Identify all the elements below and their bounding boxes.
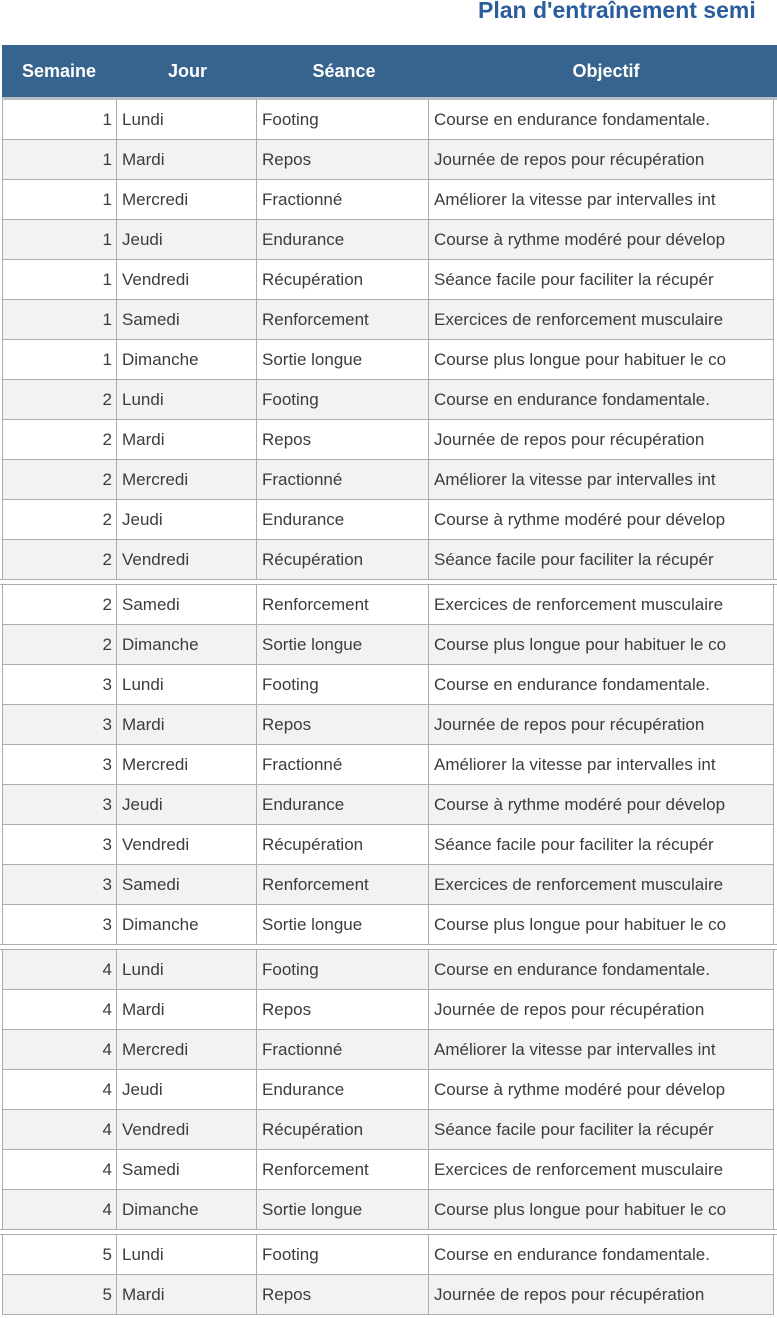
- week-cell: 3: [3, 825, 117, 864]
- day-cell: Lundi: [117, 380, 257, 419]
- session-cell: Renforcement: [257, 865, 429, 904]
- table-row: [2, 260, 774, 300]
- week-cell: 1: [3, 260, 117, 299]
- session-cell: Récupération: [257, 825, 429, 864]
- day-cell: Mardi: [117, 140, 257, 179]
- table-row: [2, 585, 774, 625]
- objective-cell: Course plus longue pour habituer le co: [434, 349, 727, 369]
- objective-cell: Améliorer la vitesse par intervalles int: [434, 754, 716, 774]
- table-row: [2, 905, 774, 944]
- week-cell: 1: [3, 100, 117, 139]
- day-cell: Lundi: [117, 100, 257, 139]
- day-cell: Samedi: [117, 865, 257, 904]
- week-cell: 3: [3, 745, 117, 784]
- table-row: [2, 705, 774, 745]
- table-row: [2, 300, 774, 340]
- session-cell: Sortie longue: [257, 1190, 429, 1229]
- table-row: [2, 1070, 774, 1110]
- day-cell: Vendredi: [117, 260, 257, 299]
- week-cell: 3: [3, 705, 117, 744]
- objective-cell: Journée de repos pour récupération: [434, 1284, 705, 1304]
- week-cell: 2: [3, 585, 117, 624]
- day-cell: Mardi: [117, 705, 257, 744]
- week-cell: 1: [3, 340, 117, 379]
- objective-cell: Séance facile pour faciliter la récupér: [434, 1119, 714, 1139]
- day-cell: Jeudi: [117, 785, 257, 824]
- table-row: [2, 950, 774, 990]
- session-cell: Sortie longue: [257, 905, 429, 944]
- day-cell: Lundi: [117, 1235, 257, 1274]
- objective-cell: Séance facile pour faciliter la récupér: [434, 834, 714, 854]
- week-cell: 4: [3, 990, 117, 1029]
- week-cell: 2: [3, 625, 117, 664]
- objective-cell: Séance facile pour faciliter la récupér: [434, 549, 714, 569]
- day-cell: Samedi: [117, 1150, 257, 1189]
- table-row: [2, 500, 774, 540]
- header-day: Jour: [167, 60, 207, 81]
- session-cell: Repos: [257, 420, 429, 459]
- week-cell: 2: [3, 540, 117, 579]
- table-row: [2, 540, 774, 579]
- session-cell: Endurance: [257, 1070, 429, 1109]
- day-cell: Mardi: [117, 1275, 257, 1314]
- session-cell: Fractionné: [257, 180, 429, 219]
- session-cell: Repos: [257, 990, 429, 1029]
- session-cell: Endurance: [257, 785, 429, 824]
- table-row: [2, 140, 774, 180]
- day-cell: Samedi: [117, 300, 257, 339]
- day-cell: Vendredi: [117, 1110, 257, 1149]
- session-cell: Fractionné: [257, 745, 429, 784]
- session-cell: Fractionné: [257, 460, 429, 499]
- week-cell: 4: [3, 1110, 117, 1149]
- week-cell: 3: [3, 865, 117, 904]
- week-cell: 1: [3, 140, 117, 179]
- week-cell: 4: [3, 1150, 117, 1189]
- day-cell: Lundi: [117, 665, 257, 704]
- day-cell: Dimanche: [117, 625, 257, 664]
- objective-cell: Course en endurance fondamentale.: [434, 389, 710, 409]
- objective-cell: Course à rythme modéré pour dévelop: [434, 229, 726, 249]
- session-cell: Footing: [257, 665, 429, 704]
- day-cell: Lundi: [117, 950, 257, 989]
- session-cell: Repos: [257, 140, 429, 179]
- day-cell: Jeudi: [117, 220, 257, 259]
- table-row: [2, 1275, 774, 1315]
- week-cell: 2: [3, 500, 117, 539]
- session-cell: Sortie longue: [257, 625, 429, 664]
- day-cell: Dimanche: [117, 905, 257, 944]
- objective-cell: Course à rythme modéré pour dévelop: [434, 794, 726, 814]
- table-row: [2, 420, 774, 460]
- session-cell: Récupération: [257, 260, 429, 299]
- day-cell: Dimanche: [117, 340, 257, 379]
- objective-cell: Course en endurance fondamentale.: [434, 1244, 710, 1264]
- objective-cell: Améliorer la vitesse par intervalles int: [434, 189, 716, 209]
- day-cell: Vendredi: [117, 540, 257, 579]
- objective-cell: Course en endurance fondamentale.: [434, 674, 710, 694]
- day-cell: Mercredi: [117, 1030, 257, 1069]
- table-row: [2, 220, 774, 260]
- training-plan-table: [2, 45, 777, 1315]
- session-cell: Footing: [257, 1235, 429, 1274]
- session-cell: Récupération: [257, 1110, 429, 1149]
- objective-cell: Course à rythme modéré pour dévelop: [434, 1079, 726, 1099]
- week-cell: 3: [3, 905, 117, 944]
- session-cell: Fractionné: [257, 1030, 429, 1069]
- week-cell: 1: [3, 180, 117, 219]
- day-cell: Mardi: [117, 420, 257, 459]
- table-row: [2, 825, 774, 865]
- header-objective: Objectif: [572, 60, 640, 81]
- table-row: [2, 380, 774, 420]
- week-cell: 1: [3, 300, 117, 339]
- objective-cell: Exercices de renforcement musculaire: [434, 874, 724, 894]
- table-row: [2, 1235, 774, 1275]
- session-cell: Endurance: [257, 500, 429, 539]
- objective-cell: Journée de repos pour récupération: [434, 149, 705, 169]
- objective-cell: Améliorer la vitesse par intervalles int: [434, 1039, 716, 1059]
- day-cell: Jeudi: [117, 1070, 257, 1109]
- day-cell: Dimanche: [117, 1190, 257, 1229]
- objective-cell: Journée de repos pour récupération: [434, 429, 705, 449]
- objective-cell: Journée de repos pour récupération: [434, 714, 705, 734]
- day-cell: Vendredi: [117, 825, 257, 864]
- objective-cell: Course en endurance fondamentale.: [434, 959, 710, 979]
- table-row: [2, 1190, 774, 1229]
- objective-cell: Course plus longue pour habituer le co: [434, 1199, 727, 1219]
- session-cell: Renforcement: [257, 300, 429, 339]
- objective-cell: Course en endurance fondamentale.: [434, 109, 710, 129]
- table-header-row: [2, 45, 777, 97]
- week-cell: 4: [3, 950, 117, 989]
- week-cell: 2: [3, 460, 117, 499]
- week-cell: 1: [3, 220, 117, 259]
- objective-cell: Course à rythme modéré pour dévelop: [434, 509, 726, 529]
- objective-cell: Améliorer la vitesse par intervalles int: [434, 469, 716, 489]
- week-cell: 3: [3, 785, 117, 824]
- session-cell: Repos: [257, 1275, 429, 1314]
- page-title: Plan d'entraînement semi: [478, 0, 756, 23]
- header-week: Semaine: [21, 60, 97, 81]
- day-cell: Samedi: [117, 585, 257, 624]
- table-row: [2, 1030, 774, 1070]
- objective-cell: Exercices de renforcement musculaire: [434, 309, 724, 329]
- objective-cell: Course plus longue pour habituer le co: [434, 914, 727, 934]
- objective-cell: Course plus longue pour habituer le co: [434, 634, 727, 654]
- session-cell: Renforcement: [257, 585, 429, 624]
- week-cell: 5: [3, 1275, 117, 1314]
- day-cell: Mercredi: [117, 745, 257, 784]
- session-cell: Footing: [257, 950, 429, 989]
- objective-cell: Exercices de renforcement musculaire: [434, 1159, 724, 1179]
- table-row: [2, 460, 774, 500]
- session-cell: Footing: [257, 380, 429, 419]
- day-cell: Mardi: [117, 990, 257, 1029]
- table-row: [2, 625, 774, 665]
- week-cell: 2: [3, 420, 117, 459]
- session-cell: Récupération: [257, 540, 429, 579]
- table-row: [2, 745, 774, 785]
- table-row: [2, 1110, 774, 1150]
- week-cell: 2: [3, 380, 117, 419]
- table-row: [2, 1150, 774, 1190]
- day-cell: Jeudi: [117, 500, 257, 539]
- session-cell: Endurance: [257, 220, 429, 259]
- session-cell: Renforcement: [257, 1150, 429, 1189]
- day-cell: Mercredi: [117, 180, 257, 219]
- header-session: Séance: [312, 60, 376, 81]
- session-cell: Footing: [257, 100, 429, 139]
- day-cell: Mercredi: [117, 460, 257, 499]
- table-row: [2, 665, 774, 705]
- table-row: [2, 865, 774, 905]
- table-row: [2, 100, 774, 140]
- table-row: [2, 340, 774, 380]
- table-row: [2, 785, 774, 825]
- table-row: [2, 990, 774, 1030]
- table-row: [2, 180, 774, 220]
- objective-cell: Journée de repos pour récupération: [434, 999, 705, 1019]
- week-cell: 4: [3, 1070, 117, 1109]
- session-cell: Sortie longue: [257, 340, 429, 379]
- objective-cell: Séance facile pour faciliter la récupér: [434, 269, 714, 289]
- table-body: [2, 100, 773, 1315]
- objective-cell: Exercices de renforcement musculaire: [434, 594, 724, 614]
- week-cell: 5: [3, 1235, 117, 1274]
- week-cell: 3: [3, 665, 117, 704]
- week-cell: 4: [3, 1190, 117, 1229]
- week-cell: 4: [3, 1030, 117, 1069]
- session-cell: Repos: [257, 705, 429, 744]
